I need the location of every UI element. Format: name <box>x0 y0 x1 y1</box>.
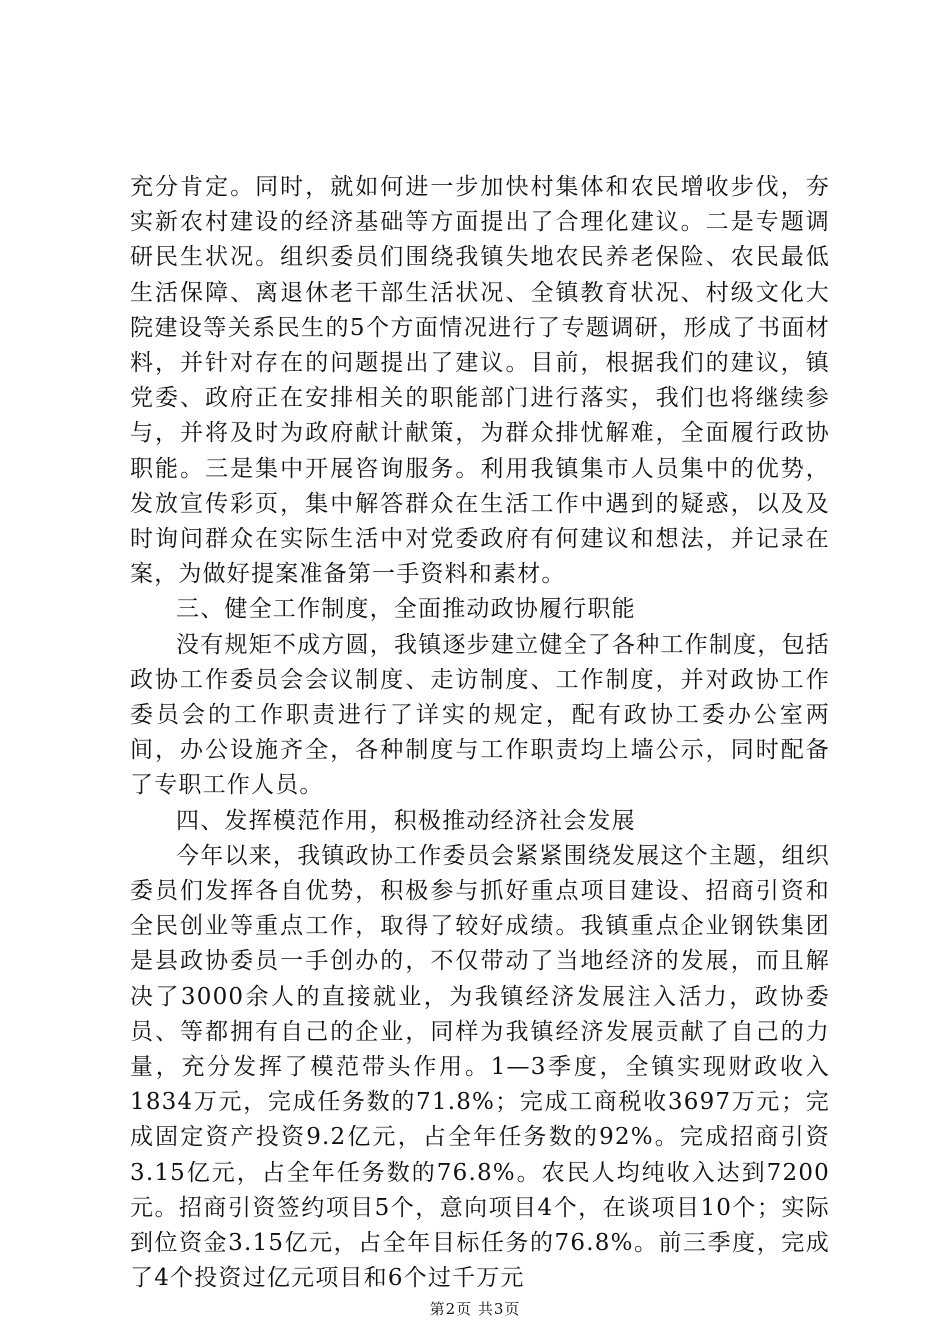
paragraph-3: 今年以来，我镇政协工作委员会紧紧围绕发展这个主题，组织委员们发挥各自优势，积极参与抓好重点项目建设、招商引资和全民创业等重点工作，取得了较好成绩。我镇重点企业钢铁集团是县政协委员一手创办的，不仅带动了当地经济的发展，而且解决了3000余人的直接就业，为我镇经济发展注入活力，政协委员、等都拥有自己的企业，同样为我镇经济发展贡献了自己的力量，充分发挥了模范带头作用。1—3季度，全镇实现财政收入1834万元，完成任务数的71.8%；完成工商税收3697万元；完成固定资产投资9.2亿元，占全年任务数的92%。完成招商引资3.15亿元，占全年任务数的76.8%。农民人均纯收入达到7200元。招商引资签约项目5个，意向项目4个，在谈项目10个；实际到位资金3.15亿元，占全年目标任务的76.8%。前三季度，完成了4个投资过亿元项目和6个过千万元 <box>130 842 830 1292</box>
document-body <box>130 170 830 1297</box>
paragraph-2: 没有规矩不成方圆，我镇逐步建立健全了各种工作制度，包括政协工作委员会会议制度、走访制度、工作制度，并对政协工作委员会的工作职责进行了详实的规定，配有政协工委办公室两间，办公设施齐全，各种制度与工作职责均上墙公示，同时配备了专职工作人员。 <box>130 631 830 799</box>
section-heading-3: 三、健全工作制度，全面推动政协履行职能 <box>176 596 636 623</box>
paragraph-1: 充分肯定。同时，就如何进一步加快村集体和农民增收步伐，夯实新农村建设的经济基础等方面提出了合理化建议。二是专题调研民生状况。组织委员们围绕我镇失地农民养老保险、农民最低生活保障、离退休老干部生活状况、全镇教育状况、村级文化大院建设等关系民生的5个方面情况进行了专题调研，形成了书面材料，并针对存在的问题提出了建议。目前，根据我们的建议，镇党委、政府正在安排相关的职能部门进行落实，我们也将继续参与，并将及时为政府献计献策，为群众排忧解难，全面履行政协职能。三是集中开展咨询服务。利用我镇集市人员集中的优势，发放宣传彩页，集中解答群众在生活工作中遇到的疑惑，以及及时询问群众在实际生活中对党委政府有何建议和想法，并记录在案，为做好提案准备第一手资料和素材。 <box>130 174 830 588</box>
page-number-footer: 第2页 共3页 <box>429 1300 521 1318</box>
section-heading-4: 四、发挥模范作用，积极推动经济社会发展 <box>176 807 636 834</box>
